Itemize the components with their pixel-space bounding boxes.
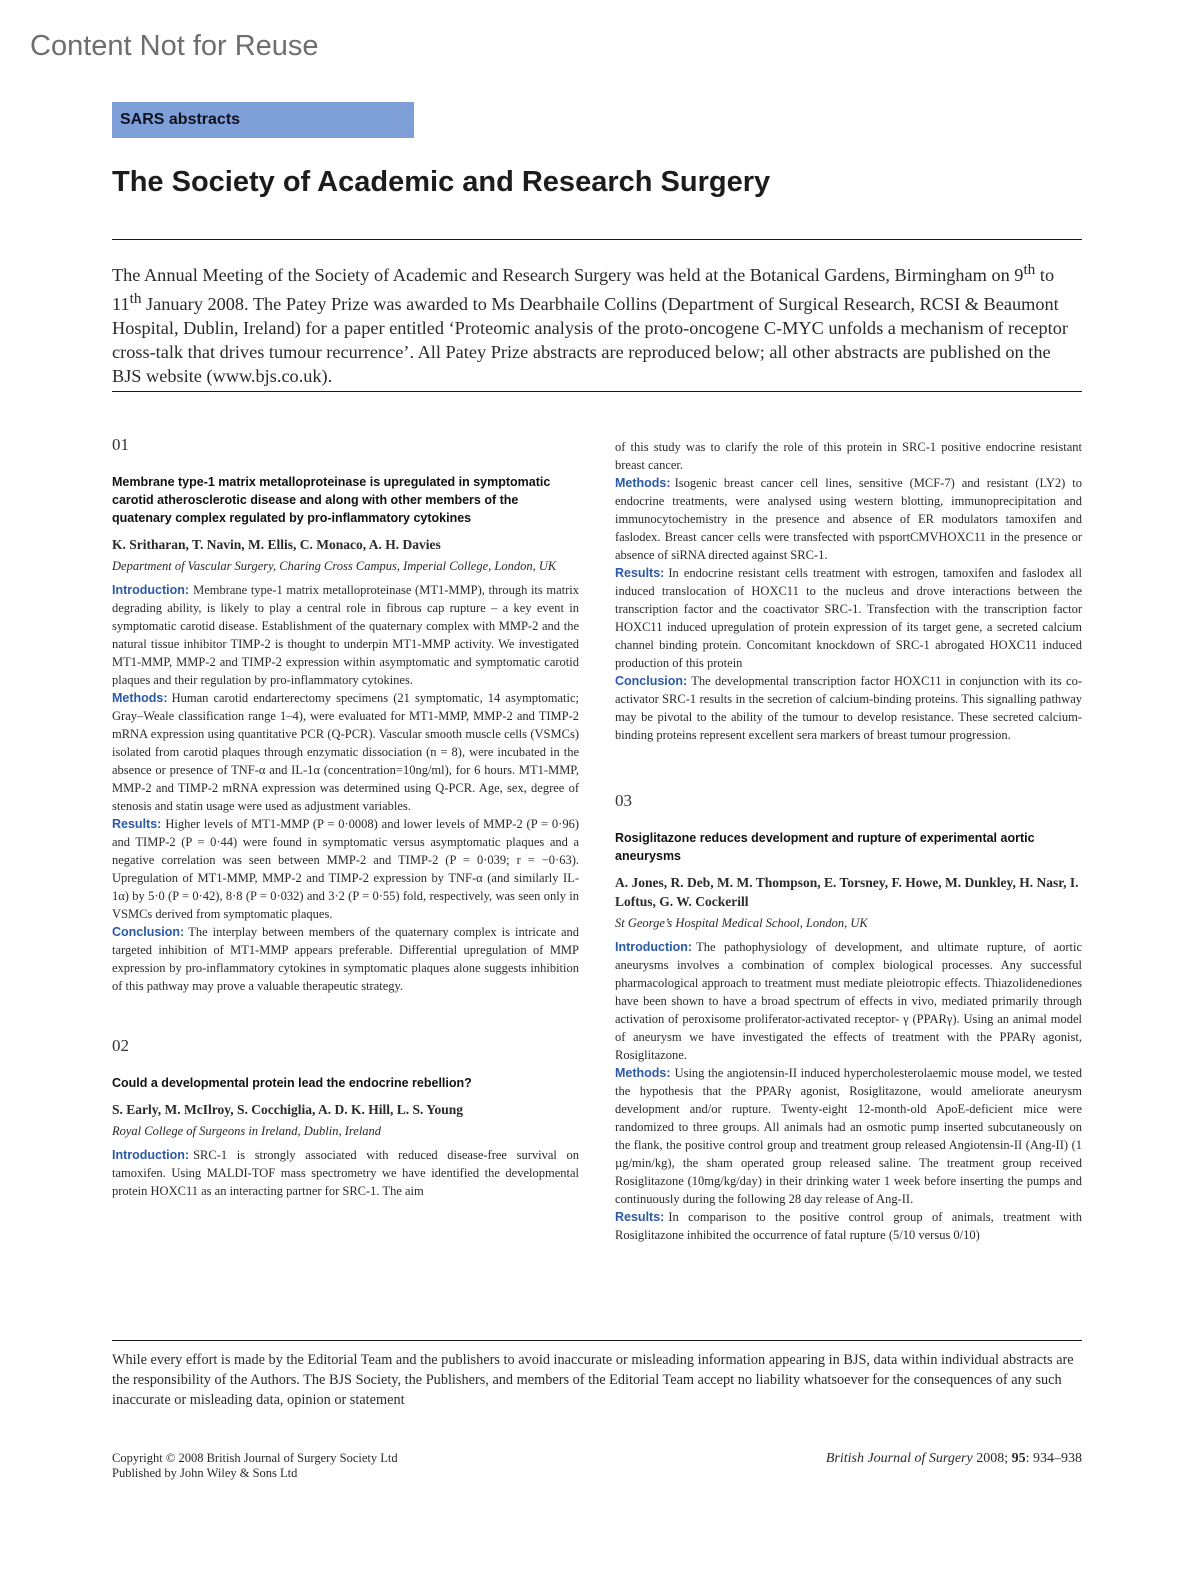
results-text: In endocrine resistant cells treatment with estrogen, tamoxifen and faslodex all induced translocation of HOXC11 to the nucleus and drove interactions between the transcription factor and the coactivator SRC-1. Transfection with the transcription factor HOXC11 induced upregulation of protein expression of its target gene, a secreted calcium channel binding protein. Concomitant knockdown of SRC-1 abrogated HOXC11 induced production of this protein <box>615 566 1082 670</box>
abstract-authors: K. Sritharan, T. Navin, M. Ellis, C. Monaco, A. H. Davies <box>112 537 441 552</box>
abstract-results <box>615 1208 1082 1244</box>
abstract-title: Could a developmental protein lead the endocrine rebellion? <box>112 1076 472 1090</box>
journal-reference <box>826 1451 1082 1467</box>
abstract-introduction <box>112 581 579 689</box>
watermark: Content Not for Reuse <box>30 30 319 62</box>
abstract-authors: A. Jones, R. Deb, M. M. Thompson, E. Torsney, F. Howe, M. Dunkley, H. Nasr, I. Loftus, G. W. Cockerill <box>615 875 1079 909</box>
page-title: The Society of Academic and Research Surgery <box>112 166 771 198</box>
introduction-text: of this study was to clarify the role of this protein in SRC-1 positive endocrine resistant breast cancer. <box>615 440 1082 472</box>
results-label: Results: <box>615 566 665 580</box>
results-text: In comparison to the positive control group of animals, treatment with Rosiglitazone inhibited the occurrence of fatal rupture (5/10 versus 0/10) <box>615 1210 1082 1242</box>
publisher-line: Published by John Wiley & Sons Ltd <box>112 1466 298 1480</box>
journal-pages: : 934–938 <box>1025 1451 1082 1466</box>
journal-volume: 95 <box>1011 1451 1026 1466</box>
abstract-number: 03 <box>615 791 632 810</box>
conclusion-text: The developmental transcription factor HOXC11 in conjunction with its co-activator SRC-1 results in the secretion of calcium-binding proteins. This signalling pathway may be pivotal to the ability of the tumour to develop resistance. These secreted calcium-binding proteins represent excellent sera markers of breast tumour progression. <box>615 674 1082 742</box>
journal-name: British Journal of Surgery <box>825 1451 973 1466</box>
section-banner: SARS abstracts <box>112 102 414 138</box>
results-text: Higher levels of MT1-MMP (P = 0·0008) and lower levels of MMP-2 (P = 0·96) and TIMP-2 (P = 0·44) were found in symptomatic versus asymptomatic plaques and a negative correlation was seen between MMP-2 and TIMP-2 (P = 0·039; r = −0·63). Upregulation of MT1-MMP, MMP-2 and TIMP-2 expression by TNF-α (and similarly IL-1α) by 5·0 (P = 0·42), 8·8 (P = 0·032) and 3·2 (P = 0·55) fold, respectively, was seen only in VSMCs derived from symptomatic plaques. <box>112 817 579 921</box>
abstract-methods <box>112 689 579 815</box>
disclaimer-note: While every effort is made by the Editorial Team and the publishers to avoid inaccurate or misleading information appearing in BJS, data within individual abstracts are the responsibility of the Authors. The BJS Society, the Publishers, and members of the Editorial Team accept no liability whatsoever for the consequences of any such inaccurate or misleading data, opinion or statement <box>112 1352 1074 1408</box>
abstract-number: 02 <box>112 1036 129 1055</box>
intro-sup-2: th <box>129 290 142 308</box>
results-label: Results: <box>112 817 162 831</box>
introduction-text: Membrane type-1 matrix metalloproteinase (MT1-MMP), through its matrix degrading ability, is likely to play a central role in fibrous cap rupture – a key event in symptomatic carotid disease. Establishment of the quaternary complex with MMP-2 and the natural tissue inhibitor TIMP-2 is thought to underpin MT1-MMP activity. We investigated MT1-MMP, MMP-2 and TIMP-2 expression within asymptomatic and symptomatic carotid plaques and their regulation by pro-inflammatory cytokines. <box>112 583 579 687</box>
abstract-title: Membrane type-1 matrix metalloproteinase is upregulated in symptomatic carotid atherosclerotic disease and along with other members of the quatenary complex regulated by pro-inflammatory cytokines <box>112 475 551 525</box>
abstract-03 <box>615 792 1082 1244</box>
abstract-methods <box>615 474 1082 564</box>
intro-paragraph <box>112 258 1082 388</box>
abstract-02-continued <box>615 438 1082 744</box>
abstract-affiliation: St George’s Hospital Medical School, London, UK <box>615 916 868 930</box>
intro-divider <box>112 391 1082 392</box>
abstract-conclusion <box>112 923 579 995</box>
abstract-affiliation: Department of Vascular Surgery, Charing Cross Campus, Imperial College, London, UK <box>112 559 557 573</box>
left-column <box>112 436 579 1200</box>
introduction-label: Introduction: <box>615 940 693 954</box>
abstract-results <box>112 815 579 923</box>
abstract-number: 01 <box>112 435 129 454</box>
methods-text: Human carotid endarterectomy specimens (21 symptomatic, 14 asymptomatic; Gray–Weale classification range 1–4), were evaluated for MT1-MMP, MMP-2 and TIMP-2 mRNA expression using quantitative PCR (Q-PCR). Vascular smooth muscle cells (VSMCs) isolated from carotid plaques through enzymatic dissociation (n = 8), were incubated in the absence or presence of TNF-α and IL-1α (concentration=10ng/ml), for 6 hours. MT1-MMP, MMP-2 and TIMP-2 mRNA expression was determined using Q-PCR. Age, sex, degree of stenosis and statin usage were used as adjustment variables. <box>112 691 579 813</box>
abstract-introduction <box>615 938 1082 1064</box>
abstract-introduction <box>112 1146 579 1200</box>
abstract-title: Rosiglitazone reduces development and rupture of experimental aortic aneurysms <box>615 831 1035 863</box>
methods-label: Methods: <box>615 1066 671 1080</box>
copyright-block <box>112 1451 398 1481</box>
introduction-label: Introduction: <box>112 583 190 597</box>
right-column <box>615 438 1082 1244</box>
abstract-01 <box>112 436 579 995</box>
methods-text: Using the angiotensin-II induced hypercholesterolaemic mouse model, we tested the hypothesis that the PPARγ agonist, Rosiglitazone, would ameliorate aneurysm development and/or rupture. Twenty-eight 12-month-old ApoE-deficient mice were randomized to three groups. All animals had an osmotic pump inserted subcutaneously on the flank, the positive control group and treatment group released Angiotensin-II (Ang-II) (1 µg/min/kg), the sham operated group released saline. The treatment group received Rosiglitazone (10mg/kg/day) in their drinking water 1 week before inserting the pumps and continuously during the following 28 day release of Ang-II. <box>615 1066 1082 1206</box>
abstract-results <box>615 564 1082 672</box>
journal-year: 2008; <box>972 1451 1012 1466</box>
abstract-introduction-continued <box>615 438 1082 474</box>
top-divider <box>112 239 1082 240</box>
conclusion-text: The interplay between members of the quaternary complex is intricate and targeted inhibition of MT1-MMP appears preferable. Differential upregulation of MMP expression by pro-inflammatory cytokines in symptomatic plaques alone suggests inhibition of this pathway may prove a valuable therapeutic strategy. <box>112 925 579 993</box>
abstract-authors: S. Early, M. McIlroy, S. Cocchiglia, A. D. K. Hill, L. S. Young <box>112 1102 464 1117</box>
introduction-text: The pathophysiology of development, and ultimate rupture, of aortic aneurysms involves a combination of complex biological processes. Any successful pharmacological approach to treatment must mediate pleiotropic effects. Thiazolidenediones have been shown to have a broad spectrum of effects in vivo, mediated primarily through activation of peroxisome proliferator-activated receptor- γ (PPARγ). Using an animal model of aneurysm we have investigated the effects of treatment with the PPARγ agonist, Rosiglitazone. <box>615 940 1082 1062</box>
abstract-02 <box>112 1037 579 1200</box>
conclusion-label: Conclusion: <box>112 925 185 939</box>
intro-text-2: to 11 <box>112 265 1055 315</box>
methods-label: Methods: <box>615 476 671 490</box>
introduction-text: SRC-1 is strongly associated with reduced disease-free survival on tamoxifen. Using MALDI-TOF mass spectrometry we have identified the developmental protein HOXC11 as an interacting partner for SRC-1. The aim <box>112 1148 579 1198</box>
methods-text: Isogenic breast cancer cell lines, sensitive (MCF-7) and resistant (LY2) to endocrine treatments, were analysed using western blotting, immunoprecipitation and immunocytochemistry in the presence and absence of ER modulators tamoxifen and faslodex. Breast cancer cells were transfected with psportCMVHOXC11 in the presence or absence of siRNA directed against SRC-1. <box>615 476 1082 562</box>
abstract-conclusion <box>615 672 1082 744</box>
abstract-methods <box>615 1064 1082 1208</box>
introduction-label: Introduction: <box>112 1148 190 1162</box>
copyright-line: Copyright © 2008 British Journal of Surgery Society Ltd <box>112 1451 398 1465</box>
abstract-affiliation: Royal College of Surgeons in Ireland, Dublin, Ireland <box>112 1124 382 1138</box>
footer-divider <box>112 1340 1082 1341</box>
intro-sup-1: th <box>1023 261 1036 278</box>
methods-label: Methods: <box>112 691 168 705</box>
intro-text-1: The Annual Meeting of the Society of Academic and Research Surgery was held at the Botanical Gardens, Birmingham on 9 <box>112 265 1024 286</box>
intro-text-3: January 2008. The Patey Prize was awarded to Ms Dearbhaile Collins (Department of Surgical Research, RCSI & Beaumont Hospital, Dublin, Ireland) for a paper entitled ‘Proteomic analysis of the proto-oncogene C-MYC unfolds a mechanism of receptor cross-talk that drives tumour recurrence’. All Patey Prize abstracts are reproduced below; all other abstracts are published on the BJS website (www.bjs.co.uk). <box>112 294 1068 387</box>
conclusion-label: Conclusion: <box>615 674 688 688</box>
results-label: Results: <box>615 1210 665 1224</box>
